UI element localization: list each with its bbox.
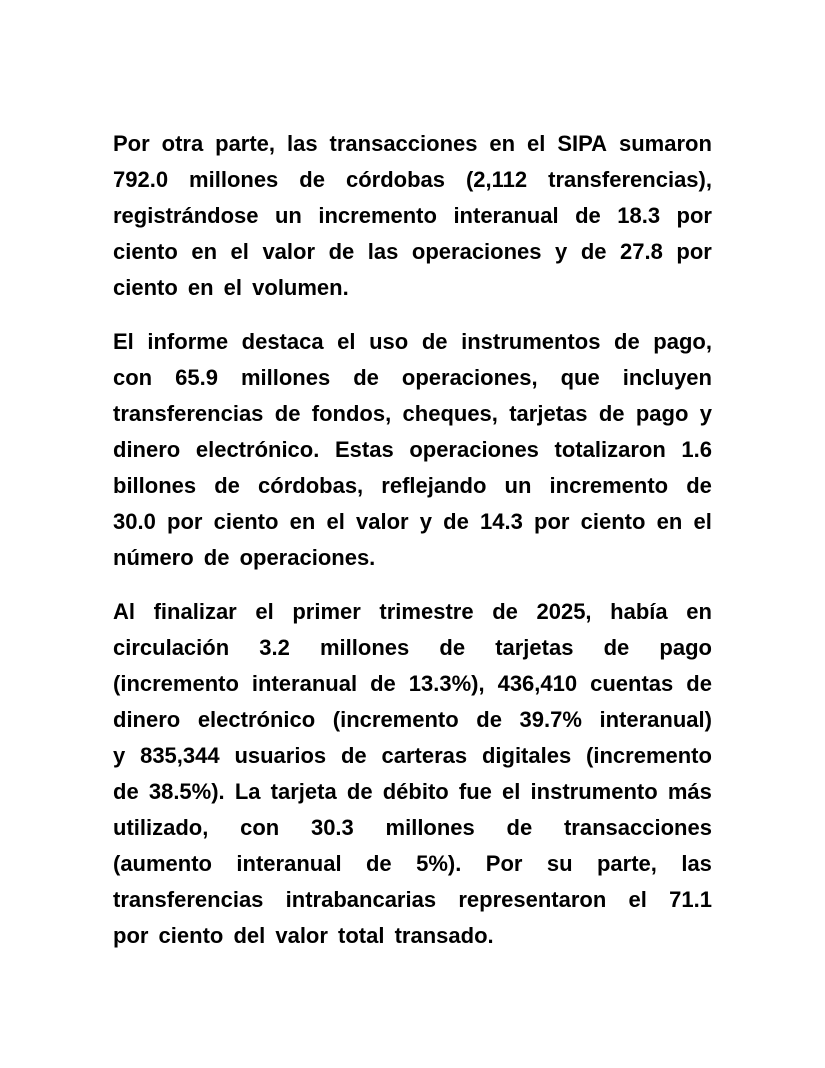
paragraph-q1-2025-cards <box>113 594 712 954</box>
text-line: 30.0 por ciento en el valor y de 14.3 por ciento en el <box>113 509 712 534</box>
text-line: número de operaciones. <box>113 545 376 570</box>
text-line: y 835,344 usuarios de carteras digitales (incremento <box>113 743 712 768</box>
text-block <box>113 126 712 972</box>
text-line: ciento en el valor de las operaciones y de 27.8 por <box>113 239 712 264</box>
text-line: registrándose un incremento interanual de 18.3 por <box>113 203 712 228</box>
text-line: ciento en el volumen. <box>113 275 349 300</box>
text-line: Al finalizar el primer trimestre de 2025, había en <box>113 599 712 624</box>
text-line: El informe destaca el uso de instrumentos de pago, <box>113 329 712 354</box>
text-line: Por otra parte, las transacciones en el SIPA sumaron <box>113 131 712 156</box>
text-line: dinero electrónico. Estas operaciones totalizaron 1.6 <box>113 437 712 462</box>
paragraph-payment-instruments <box>113 324 712 576</box>
text-line: transferencias de fondos, cheques, tarjetas de pago y <box>113 401 712 426</box>
text-line: transferencias intrabancarias representaron el 71.1 <box>113 887 712 912</box>
paragraph-sipa-transactions <box>113 126 712 306</box>
text-line: circulación 3.2 millones de tarjetas de pago <box>113 635 712 660</box>
text-line: (aumento interanual de 5%). Por su parte, las <box>113 851 712 876</box>
text-line: billones de córdobas, reflejando un incremento de <box>113 473 712 498</box>
text-line: por ciento del valor total transado. <box>113 923 494 948</box>
text-line: utilizado, con 30.3 millones de transacciones <box>113 815 712 840</box>
text-line: (incremento interanual de 13.3%), 436,410 cuentas de <box>113 671 712 696</box>
text-line: con 65.9 millones de operaciones, que incluyen <box>113 365 712 390</box>
text-line: de 38.5%). La tarjeta de débito fue el instrumento más <box>113 779 712 804</box>
text-line: 792.0 millones de córdobas (2,112 transferencias), <box>113 167 712 192</box>
text-line: dinero electrónico (incremento de 39.7% interanual) <box>113 707 712 732</box>
